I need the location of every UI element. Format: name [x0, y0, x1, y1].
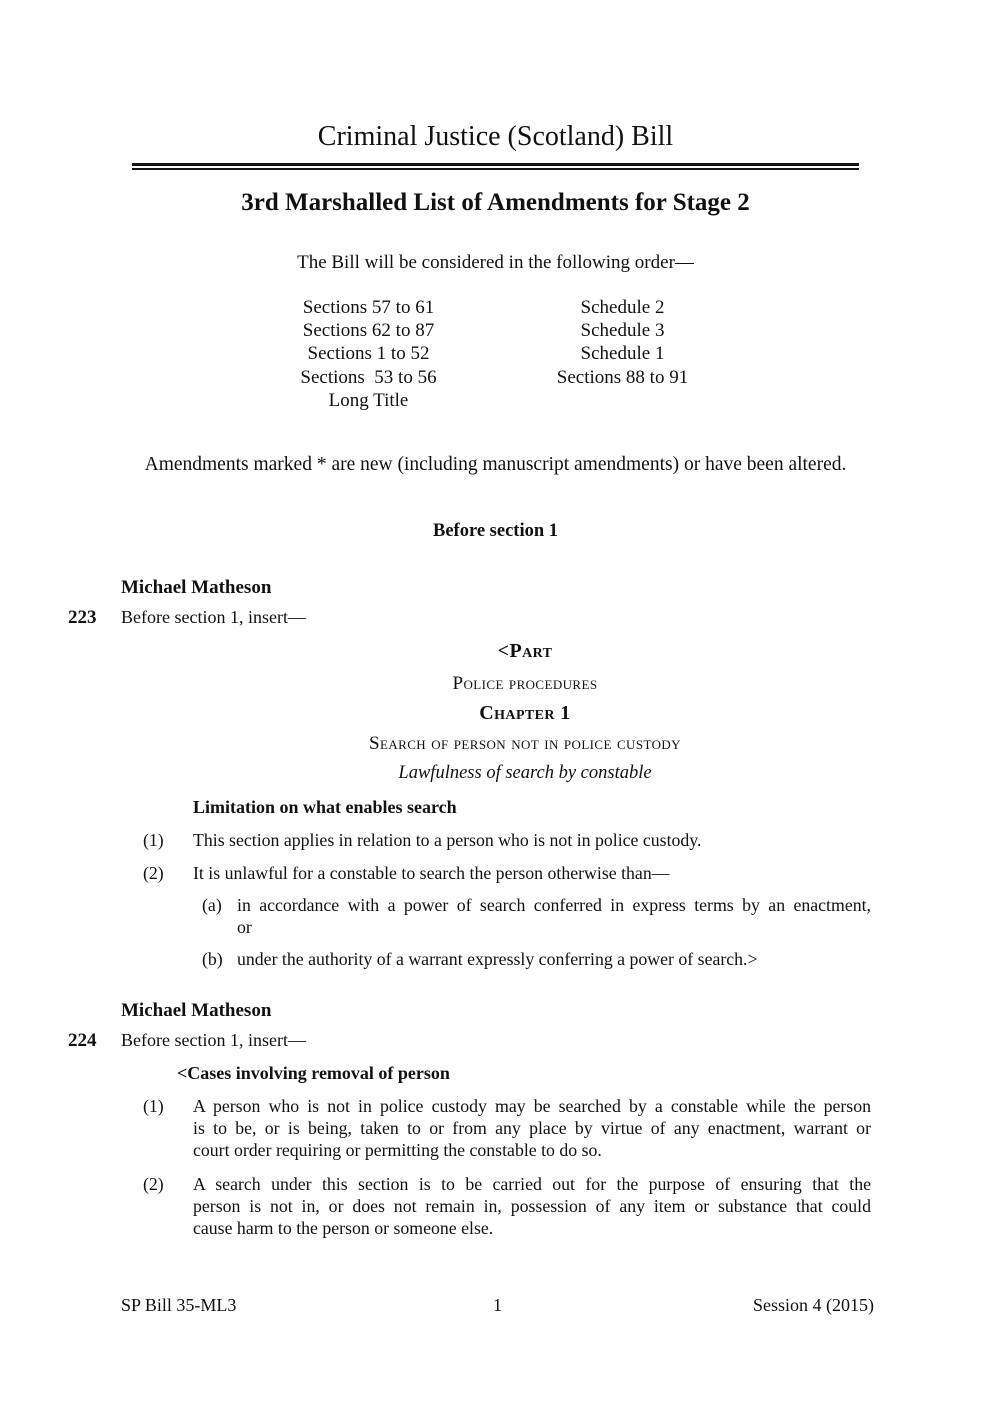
order-item: Sections 62 to 87 [302, 320, 435, 342]
order-item: Schedule 2 [580, 297, 665, 318]
order-item: Sections 57 to 61 [302, 297, 435, 318]
inserted-section-title-223: Limitation on what enables search [193, 797, 457, 817]
title-double-rule [132, 163, 859, 170]
consideration-order [0, 296, 991, 412]
paragraph-223-b [202, 948, 871, 970]
paragraph-number: (a) [202, 895, 222, 915]
order-item: Sections 53 to 56 [300, 366, 437, 388]
subsection-line: is to be, or is being, taken to or from any place by virtue of any enactment, warrant or [193, 1118, 871, 1138]
consideration-intro: The Bill will be considered in the following order— [297, 252, 694, 273]
inserted-part-title: Police procedures [452, 673, 598, 694]
order-item: Sections 88 to 91 [556, 366, 689, 388]
subsection-text: It is unlawful for a constable to search the person otherwise than— [193, 863, 670, 883]
order-item: Schedule 1 [580, 343, 665, 365]
marshalled-list-title: 3rd Marshalled List of Amendments for Stage 2 [241, 189, 750, 216]
paragraph-line: in accordance with a power of search conferred in express terms by an enactment, [237, 895, 871, 915]
subsection-223-1 [143, 829, 871, 851]
paragraph-text [237, 894, 871, 938]
subsection-text: This section applies in relation to a person who is not in police custody. [193, 830, 702, 850]
subsection-line: A person who is not in police custody may be searched by a constable while the person [193, 1096, 871, 1116]
amendments-note: Amendments marked * are new (including manuscript amendments) or have been altered. [144, 454, 847, 475]
footer-bill-reference: SP Bill 35-ML3 [121, 1295, 237, 1315]
paragraph-text: under the authority of a warrant expressly conferring a power of search.> [237, 949, 758, 969]
subsection-line: court order requiring or permitting the constable to do so. [193, 1140, 602, 1160]
amendment-224-row [68, 1030, 871, 1051]
order-item: Long Title [328, 389, 409, 411]
amendment-224-proposer: Michael Matheson [121, 1000, 272, 1021]
amendment-223-row [68, 607, 871, 628]
bill-title: Criminal Justice (Scotland) Bill [317, 121, 674, 152]
inserted-chapter-title: Search of person not in police custody [369, 733, 681, 754]
paragraph-number: (b) [202, 949, 223, 969]
subsection-number: (2) [143, 1174, 164, 1194]
subsection-224-2 [143, 1173, 871, 1239]
subsection-line: person is not in, or does not remain in, possession of any item or substance that could [193, 1196, 871, 1216]
consideration-order-right-column [498, 296, 748, 412]
inserted-section-title-224: <Cases involving removal of person [177, 1063, 450, 1083]
subsection-223-2 [143, 862, 871, 884]
paragraph-223-a [202, 894, 871, 938]
subsection-text [193, 1095, 871, 1161]
consideration-order-left-column [244, 296, 494, 412]
footer-session: Session 4 (2015) [753, 1295, 874, 1315]
inserted-italic-crossheading: Lawfulness of search by constable [398, 763, 652, 783]
page-footer [121, 1295, 874, 1319]
subsection-text [193, 1173, 871, 1239]
amendment-223-instruction: Before section 1, insert— [121, 607, 306, 627]
amendment-223-number: 223 [68, 607, 97, 628]
order-item: Schedule 3 [580, 320, 665, 342]
order-item: Sections 1 to 52 [307, 343, 430, 365]
subsection-224-1 [143, 1095, 871, 1161]
footer-page-number: 1 [493, 1295, 502, 1315]
crossheading-before-section-1: Before section 1 [432, 521, 558, 541]
amendment-224-number: 224 [68, 1030, 97, 1051]
amendment-224-instruction: Before section 1, insert— [121, 1030, 306, 1050]
subsection-number: (1) [143, 830, 164, 850]
amendment-223-proposer: Michael Matheson [121, 577, 272, 598]
inserted-part-heading: <Part [497, 640, 553, 662]
subsection-line: cause harm to the person or someone else. [193, 1218, 494, 1238]
subsection-number: (2) [143, 863, 164, 883]
subsection-number: (1) [143, 1096, 164, 1116]
subsection-line: A search under this section is to be carried out for the purpose of ensuring that the [193, 1174, 871, 1194]
paragraph-line: or [237, 917, 252, 937]
inserted-chapter-heading: Chapter 1 [479, 702, 571, 724]
